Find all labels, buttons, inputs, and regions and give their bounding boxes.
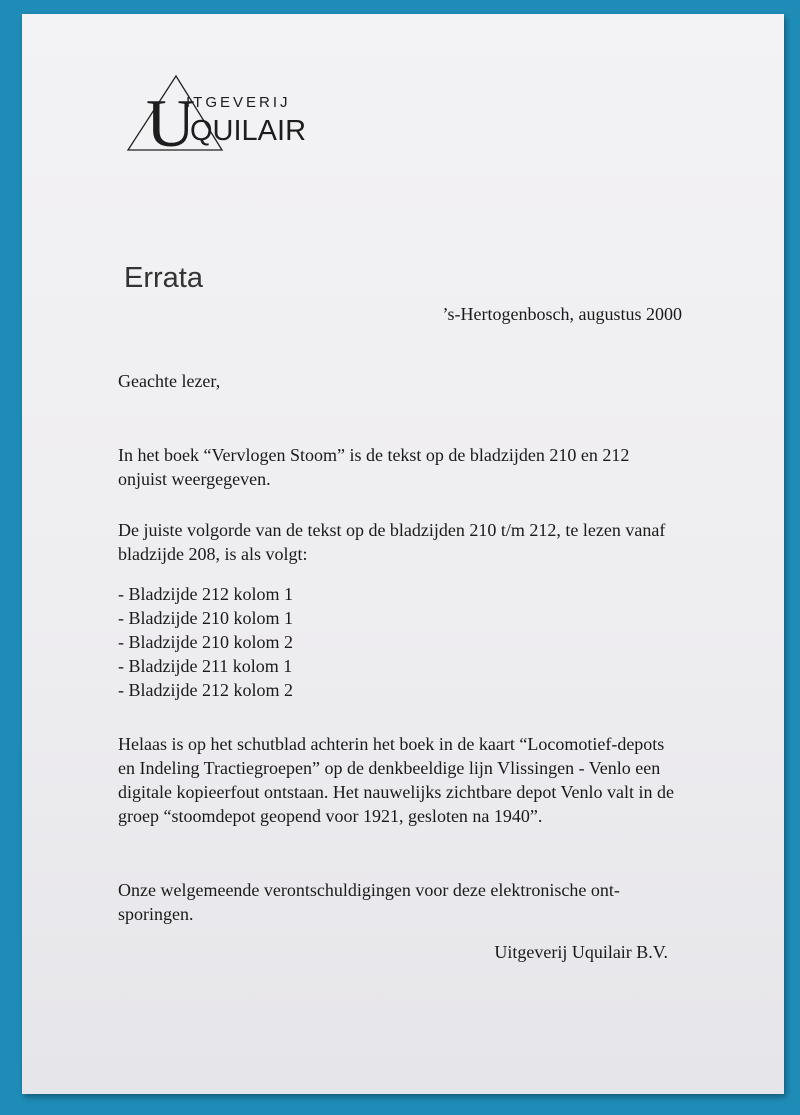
- signature: Uitgeverij Uquilair B.V.: [494, 942, 668, 962]
- salutation: Geachte lezer,: [118, 371, 221, 391]
- page-order-list: [118, 582, 678, 702]
- paragraph-map-error: Helaas is op het schutblad achterin het boek in de kaart “Locomotief-depots en Indeling Tractiegroepen” op de denkbeeldige lijn Vlissingen - Venlo een digitale kopieerfout ontstaan. Het nauwelijks zichtbare depot Venlo valt in de groep “stoomdepot geopend voor 1921, gesloten na 1940”.: [118, 734, 675, 826]
- paragraph-order: De juiste volgorde van de tekst op de bladzijden 210 t/m 212, te lezen vanaf bladzijde 208, is als volgt:: [118, 520, 666, 564]
- list-item: - Bladzijde 210 kolom 1: [118, 608, 293, 628]
- triangle-logo-icon: [126, 74, 336, 154]
- svg-text:QUILAIR: QUILAIR: [190, 115, 307, 147]
- svg-text:U: U: [146, 85, 196, 154]
- list-item: - Bladzijde 212 kolom 1: [118, 584, 293, 604]
- list-item: - Bladzijde 212 kolom 2: [118, 680, 293, 700]
- list-item: - Bladzijde 211 kolom 1: [118, 656, 293, 676]
- place-date: ’s-Hertogenbosch, augustus 2000: [442, 304, 682, 324]
- letter-sheet: [22, 14, 784, 1094]
- publisher-logo: [126, 74, 336, 154]
- page-title: Errata: [124, 262, 203, 294]
- svg-text:ITGEVERIJ: ITGEVERIJ: [186, 94, 291, 111]
- paragraph-apology: Onze welgemeende verontschuldigingen voor deze elektronische ont-sporingen.: [118, 880, 620, 924]
- paragraph-intro: In het boek “Vervlogen Stoom” is de tekst op de bladzijden 210 en 212 onjuist weergegeven.: [118, 445, 630, 489]
- list-item: - Bladzijde 210 kolom 2: [118, 632, 293, 652]
